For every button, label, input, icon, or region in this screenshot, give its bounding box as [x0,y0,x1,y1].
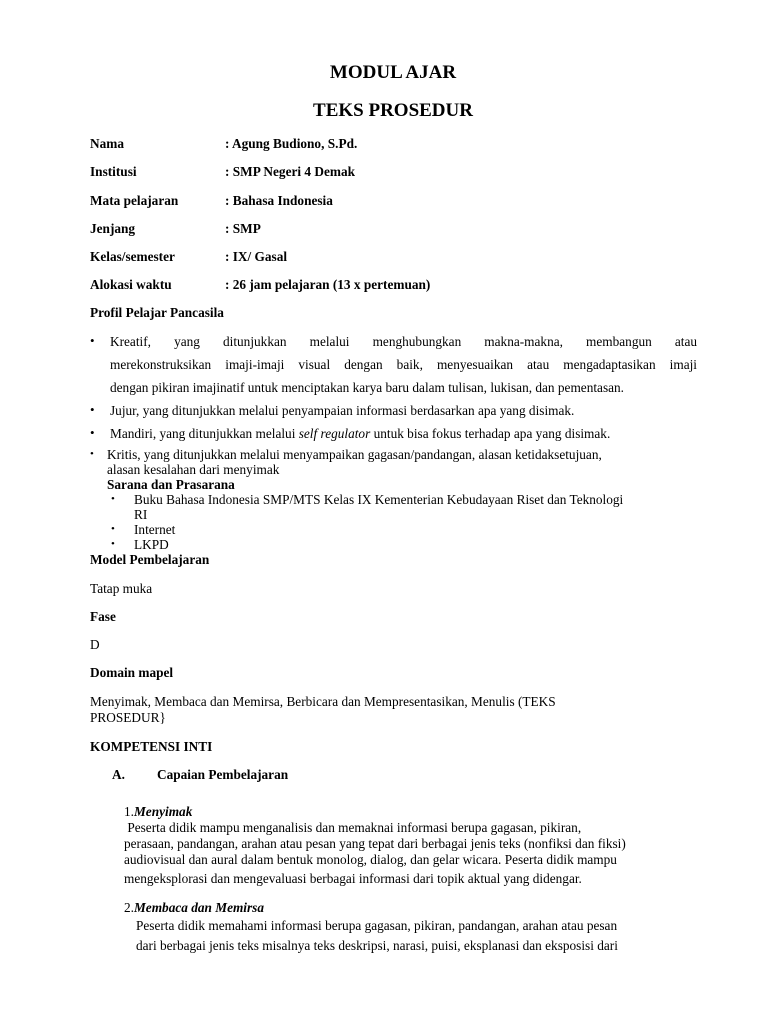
membaca-line: dari berbagai jenis teks misalnya teks deskripsi, narasi, puisi, eksplanasi dan eksposisi dari [136,938,618,953]
sarana-buku-line: RI [134,507,148,522]
profil-mandiri-italic: self regulator [298,426,371,441]
identity-label: Jenjang [90,221,136,236]
membaca-line: Peserta didik memahami informasi berupa gagasan, pikiran, pandangan, arahan atau pesan [136,918,618,933]
model-heading: Model Pembelajaran [90,552,210,567]
profil-mandiri: Mandiri, yang ditunjukkan melalui self regulator untuk bisa fokus terhadap apa yang disimak. [110,426,611,441]
identity-value: : SMP [225,221,261,236]
bullet-icon: • [111,538,115,550]
section-title: Capaian Pembelajaran [157,767,289,782]
bullet-icon: • [90,402,95,417]
profil-kreatif-line: merekonstruksikan imaji-imaji visual dengan baik, menyesuaikan atau mengadaptasikan imaji [110,357,697,372]
section-letter: A. [112,767,125,782]
kompetensi-heading: KOMPETENSI INTI [90,739,213,754]
document-title: MODUL AJAR [329,62,457,83]
menyimak-heading: 1.Menyimak [124,804,193,819]
sarana-internet: Internet [134,522,176,537]
profil-jujur: Jujur, yang ditunjukkan melalui penyampaian informasi berdasarkan apa yang disimak. [110,403,575,418]
bullet-icon: • [111,493,115,505]
model-value: Tatap muka [90,581,153,596]
menyimak-line: mengeksplorasi dan mengevaluasi berbagai informasi dari topik aktual yang didengar. [124,871,582,886]
bullet-icon: • [90,448,94,460]
menyimak-line: perasaan, pandangan, arahan atau pesan yang tepat dari berbagai jenis teks (nonfiksi dan fiksi) [124,836,626,851]
fase-value: D [90,637,100,652]
sarana-lkpd: LKPD [134,537,169,552]
bullet-icon: • [90,425,95,440]
profil-kreatif-line: Kreatif, yang ditunjukkan melalui menghubungkan makna-makna, membangun atau [110,334,697,349]
bullet-icon: • [90,333,95,348]
menyimak-line: Peserta didik mampu menganalisis dan memaknai informasi berupa gagasan, pikiran, [124,820,582,835]
identity-label: Mata pelajaran [90,193,179,208]
identity-value: : SMP Negeri 4 Demak [225,164,355,179]
identity-value: : Bahasa Indonesia [225,193,333,208]
identity-label: Kelas/semester [90,249,175,264]
identity-value: : IX/ Gasal [225,249,288,264]
document-subtitle: TEKS PROSEDUR [313,100,473,121]
profil-kritis-line: Kritis, yang ditunjukkan melalui menyampaikan gagasan/pandangan, alasan ketidaksetujuan, [107,447,602,462]
domain-line: Menyimak, Membaca dan Memirsa, Berbicara dan Mempresentasikan, Menulis (TEKS [90,694,556,709]
profil-kritis-line: alasan kesalahan dari menyimak [107,462,280,477]
identity-label: Institusi [90,164,137,179]
identity-label: Nama [90,136,124,151]
membaca-heading: 2.Membaca dan Memirsa [124,900,264,915]
identity-value: : 26 jam pelajaran (13 x pertemuan) [225,277,431,292]
fase-heading: Fase [90,609,116,624]
identity-label: Alokasi waktu [90,277,172,292]
profil-heading: Profil Pelajar Pancasila [90,305,224,320]
bullet-icon: • [111,523,115,535]
domain-line: PROSEDUR} [90,710,166,725]
menyimak-line: audiovisual dan aural dalam bentuk monolog, dialog, dan gelar wicara. Peserta didik mampu [124,852,617,867]
sarana-heading: Sarana dan Prasarana [107,477,235,492]
identity-value: : Agung Budiono, S.Pd. [225,136,358,151]
sarana-buku-line: Buku Bahasa Indonesia SMP/MTS Kelas IX Kementerian Kebudayaan Riset dan Teknologi [134,492,624,507]
profil-kreatif-line: dengan pikiran imajinatif untuk menciptakan karya baru dalam tulisan, lukisan, dan pementasan. [110,380,624,395]
domain-heading: Domain mapel [90,665,174,680]
